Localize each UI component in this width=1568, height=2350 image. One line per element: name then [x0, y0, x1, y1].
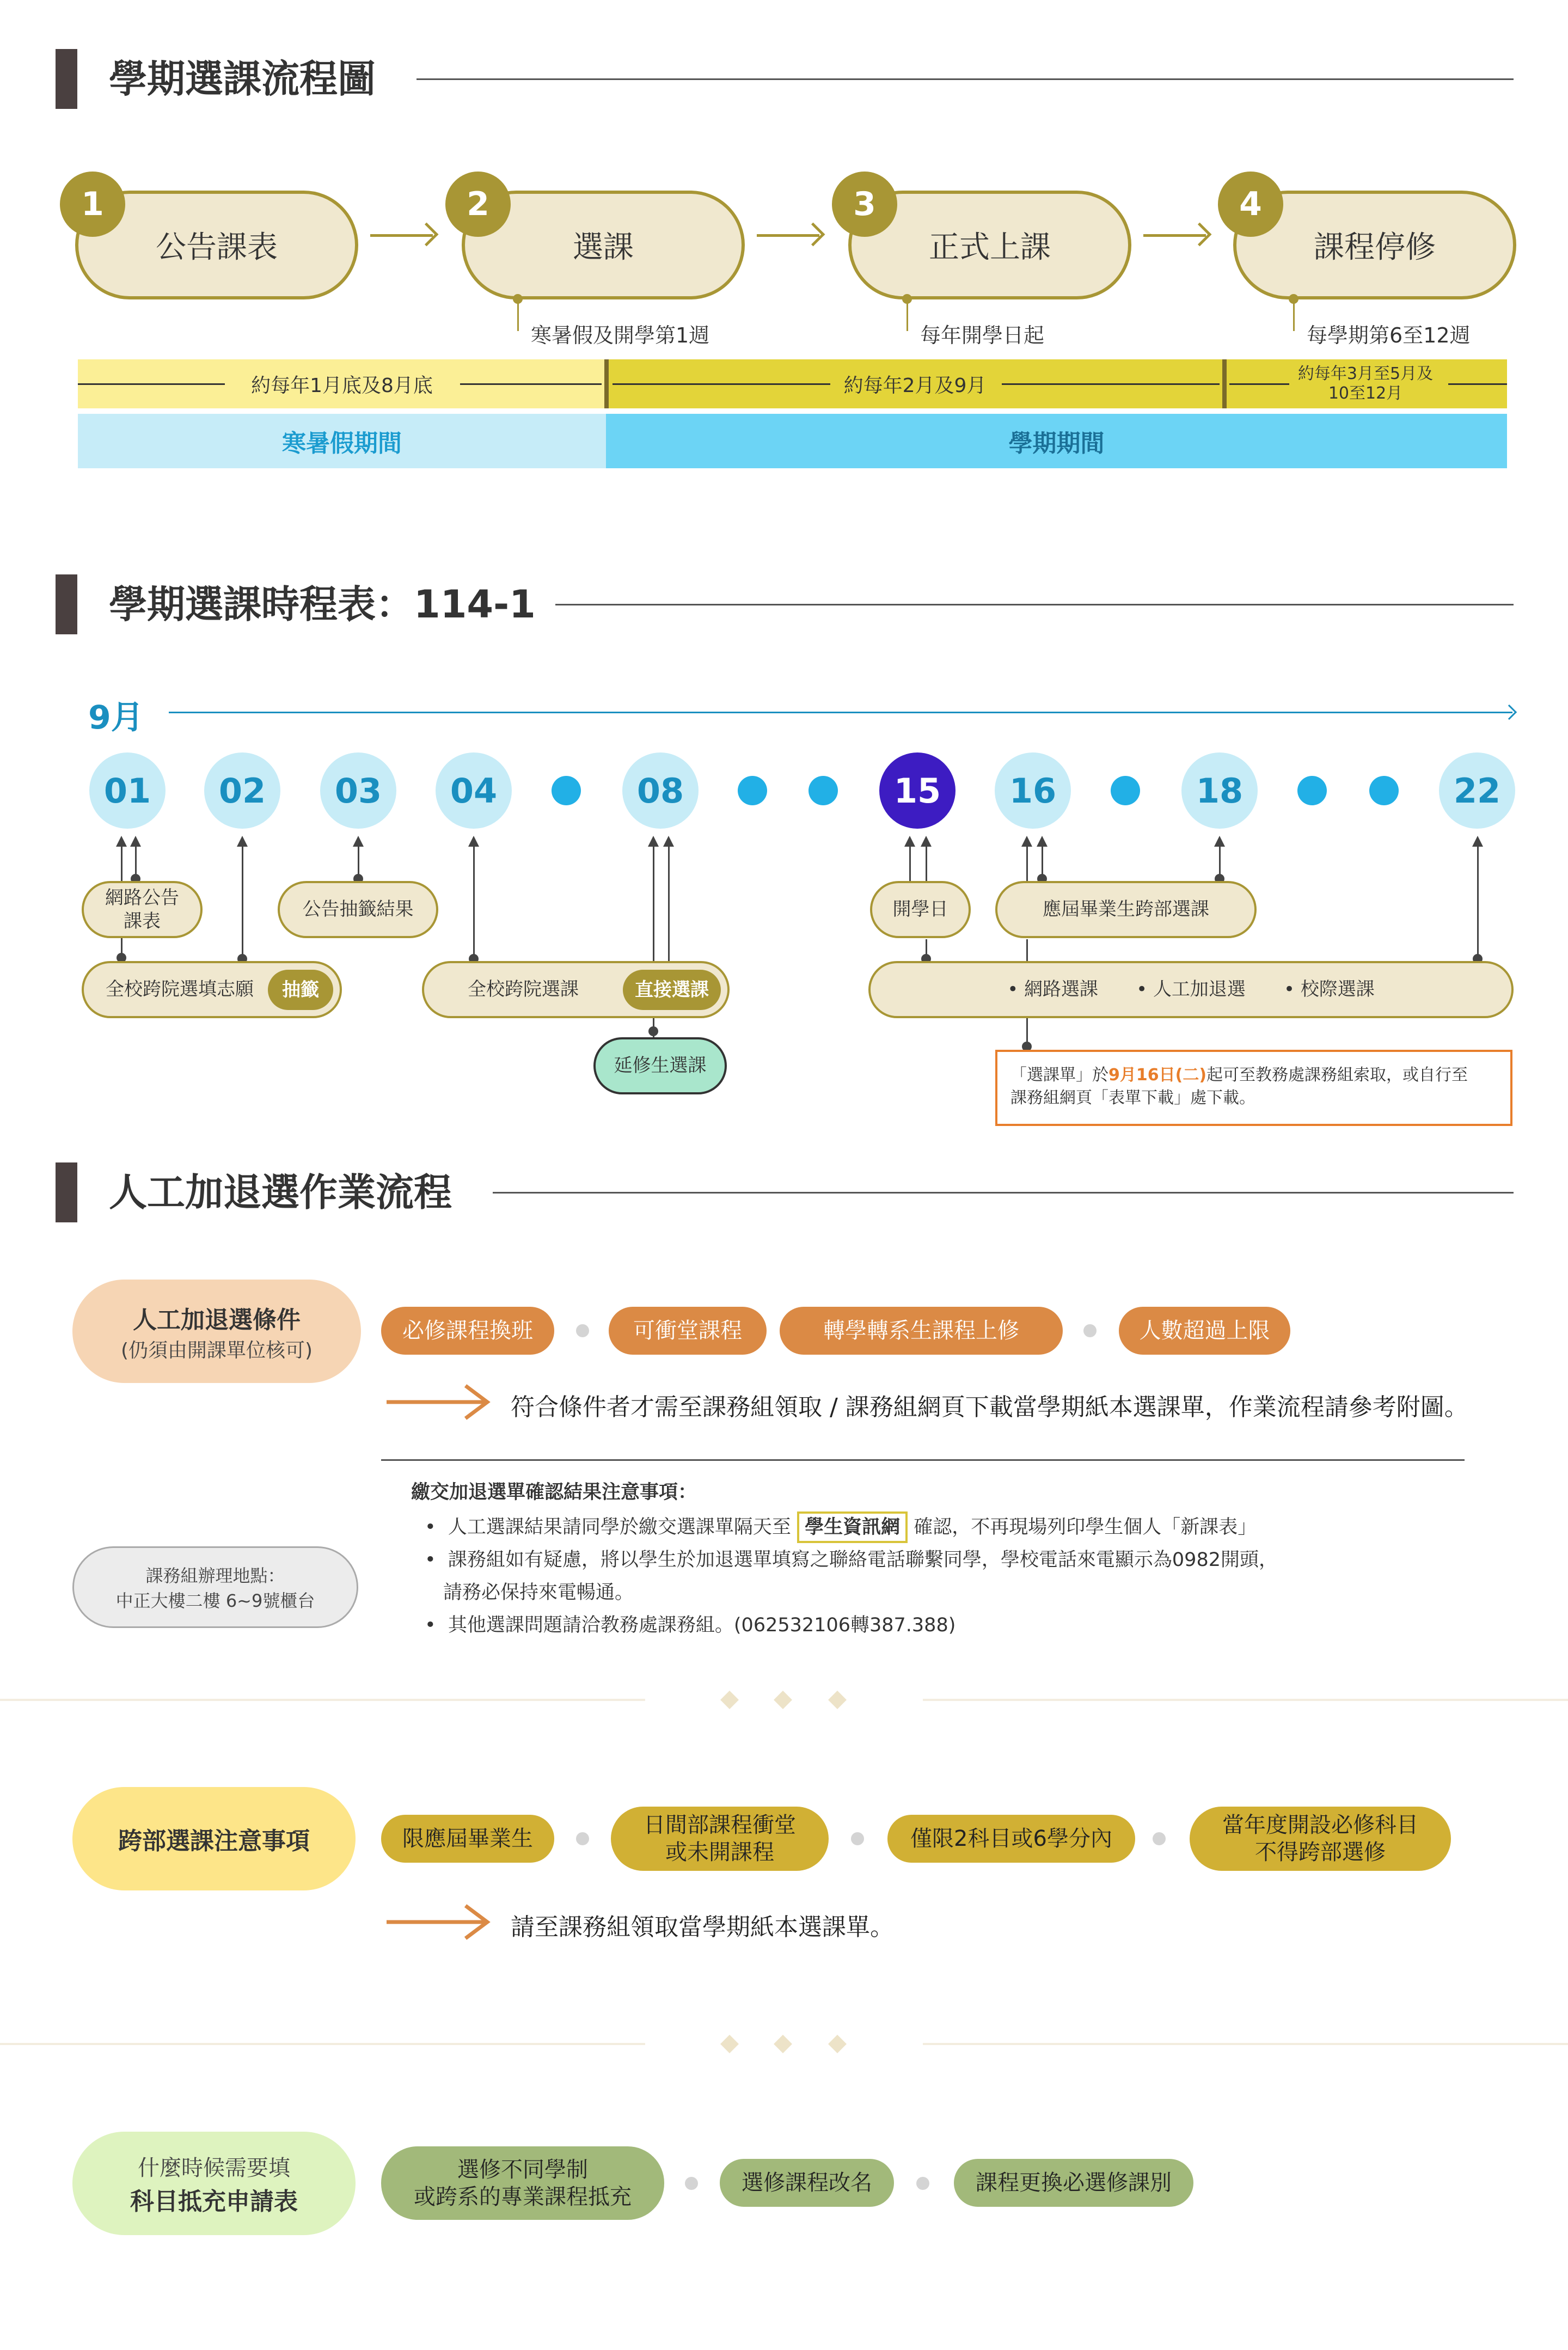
arrow-up-icon: [353, 836, 364, 847]
separator-dot: [576, 1832, 589, 1845]
event-first-day: [870, 881, 971, 938]
date-circle: 03: [320, 752, 396, 829]
separator-dot: [851, 1832, 864, 1845]
step-label: 正式上課: [929, 230, 1051, 265]
day-dot: [738, 776, 767, 805]
date-circle: 18: [1181, 752, 1258, 829]
section-divider: [493, 1192, 1514, 1194]
note-text: 其他選課問題請洽教務處課務組。(062532106轉387.388): [448, 1614, 956, 1636]
arrow-up-icon: [1472, 836, 1483, 847]
band-arrow-line: [78, 383, 225, 385]
item-label: 校際選課: [1300, 978, 1375, 1001]
band-arrow-line: [1229, 383, 1289, 385]
item-label: 人工加退選: [1153, 978, 1246, 1001]
notes-item-1: • 人工選課結果請同學於繳交選課單隔天至 學生資訊網 確認，不再現場列印學生個人「新課表」: [425, 1511, 1257, 1544]
separator-dot: [916, 2177, 929, 2190]
event-label: 開學日: [892, 898, 948, 921]
date-circle: 02: [204, 752, 280, 829]
condition-chip: 轉學轉系生課程上修: [780, 1307, 1063, 1355]
separator-dot: [1153, 1832, 1166, 1845]
arrow-right-icon: [757, 234, 819, 237]
ornament-diamond-icon: [774, 2035, 792, 2053]
section-marker: [56, 574, 77, 634]
arrow-right-icon: [370, 234, 433, 237]
ornament-diamond-icon: [774, 1691, 792, 1709]
cross-header-pill: [72, 1787, 356, 1890]
arrow-up-icon: [921, 836, 932, 847]
header-subtitle: 什麼時候需要填: [138, 2155, 290, 2181]
condition-chip: 可衝堂課程: [609, 1307, 767, 1355]
arrow-up-icon: [130, 836, 141, 847]
office-address: 中正大樓二樓 6~9號櫃台: [115, 1590, 315, 1611]
section-marker: [56, 49, 77, 109]
event-lottery-result: [278, 881, 438, 938]
event-wish-fill: [82, 961, 342, 1018]
step-number: 3: [832, 172, 897, 237]
band-arrow-line: [1002, 383, 1220, 385]
header-title: 人工加退選條件: [133, 1306, 301, 1334]
event-label: 全校跨院選課: [468, 978, 579, 1001]
date-circle: 01: [89, 752, 166, 829]
notice-text: 「選課單」於: [1010, 1066, 1108, 1085]
step-label: 公告課表: [156, 230, 278, 265]
event-cross-select: [422, 961, 730, 1018]
date-circle: 16: [995, 752, 1071, 829]
header-title: 科目抵充申請表: [130, 2187, 298, 2216]
event-extended: [593, 1037, 727, 1094]
band-arrow-line: [1448, 383, 1507, 385]
notes-item-3: • 其他選課問題請洽教務處課務組。(062532106轉387.388): [425, 1614, 956, 1636]
period-vacation: [78, 414, 606, 468]
notes-title: 繳交加退選單確認結果注意事項：: [411, 1482, 697, 1503]
separator-dot: [685, 2177, 698, 2190]
timeline-axis: [169, 712, 1512, 713]
connector-line: [242, 839, 243, 961]
date-circle: 08: [622, 752, 699, 829]
day-dot: [1111, 776, 1140, 805]
step-note: 每年開學日起: [920, 323, 1045, 347]
event-online-items: [868, 961, 1514, 1018]
note-text: 確認，不再現場列印學生個人「新課表」: [914, 1516, 1257, 1538]
event-label: 應屆畢業生跨部選課: [1043, 898, 1209, 921]
event-web-announce: [82, 881, 203, 938]
ornament-line: [923, 2043, 1568, 2045]
ornament-line: [0, 1699, 645, 1701]
item-label: 網路選課: [1024, 978, 1099, 1001]
event-label: 全校跨院選填志願: [106, 978, 254, 1001]
event-label: 網路公告 課表: [105, 887, 179, 932]
day-dot: [808, 776, 838, 805]
arrow-up-icon: [648, 836, 659, 847]
step-number: 4: [1218, 172, 1283, 237]
band-label: 約每年2月及9月: [843, 374, 987, 397]
notice-box: [995, 1050, 1512, 1126]
band-label: 約每年3月至5月及: [1297, 364, 1434, 383]
section-title-manual: 人工加退選作業流程: [109, 1170, 452, 1215]
day-dot: [552, 776, 581, 805]
event-grad-cross: [995, 881, 1257, 938]
section-divider: [555, 604, 1514, 605]
note-dot: [513, 294, 523, 304]
ornament-line: [0, 2043, 645, 2045]
arrow-right-icon: [384, 1900, 493, 1944]
section-title-schedule: 學期選課時程表：114-1: [109, 582, 536, 627]
band-label: 10至12月: [1328, 384, 1403, 403]
cross-condition-chip: 當年度開設必修科目 不得跨部選修: [1190, 1807, 1451, 1871]
manual-header-pill: [72, 1280, 361, 1383]
step-note: 寒暑假及開學第1週: [531, 323, 710, 347]
arrow-up-icon: [904, 836, 915, 847]
header-subtitle: (仍須由開課單位核可): [120, 1339, 313, 1362]
day-dot: [1297, 776, 1327, 805]
month-label: 9月: [88, 699, 144, 737]
note-dot: [902, 294, 912, 304]
arrow-up-icon: [1037, 836, 1048, 847]
notice-line2: 課務組網頁「表單下載」處下載。: [1010, 1088, 1255, 1107]
separator-dot: [1083, 1324, 1097, 1337]
band-arrow-line: [460, 383, 602, 385]
arrow-right-icon: [384, 1380, 493, 1424]
cross-instruction: 請至課務組領取當學期紙本選課單。: [511, 1913, 894, 1941]
arrow-right-icon: [1143, 234, 1206, 237]
credit-condition-chip: 課程更換必選修課別: [954, 2159, 1193, 2207]
arrow-up-icon: [468, 836, 479, 847]
office-location-pill: [72, 1546, 358, 1628]
ornament-diamond-icon: [720, 1691, 739, 1709]
timeline-arrow-icon: [1502, 705, 1517, 720]
section-divider: [416, 78, 1514, 80]
manual-instruction: 符合條件者才需至課務組領取 / 課務組網頁下載當學期紙本選課單，作業流程請參考附圖。: [511, 1393, 1468, 1421]
connector-line: [1026, 939, 1028, 964]
bullet-item: • 網路選課: [1007, 978, 1099, 1001]
date-circle: 22: [1439, 752, 1515, 829]
section-title-flow: 學期選課流程圖: [109, 57, 376, 101]
office-label: 課務組辦理地點：: [145, 1565, 285, 1586]
arrow-up-icon: [116, 836, 127, 847]
section-marker: [56, 1162, 77, 1222]
day-dot: [1369, 776, 1399, 805]
arrow-up-icon: [237, 836, 248, 847]
arrow-up-icon: [1214, 836, 1225, 847]
notes-divider: [381, 1459, 1465, 1461]
notice-line1: [1010, 1064, 1497, 1087]
note-text: 請務必保持來電暢通。: [443, 1582, 634, 1604]
notice-text: 起可至教務處課務組索取，或自行至: [1206, 1066, 1468, 1085]
connector-dot: [648, 1026, 658, 1036]
period-label: 寒暑假期間: [282, 430, 402, 457]
step-label: 選課: [573, 230, 634, 265]
band-arrow-line: [612, 383, 830, 385]
cross-condition-chip: 僅限2科目或6學分內: [887, 1815, 1135, 1863]
step-note: 每學期第6至12週: [1307, 323, 1471, 347]
step-number: 1: [60, 172, 125, 237]
date-circle: 04: [436, 752, 512, 829]
ornament-diamond-icon: [828, 1691, 847, 1709]
period-semester: [606, 414, 1507, 468]
band-divider: [604, 359, 609, 408]
credit-header-pill: [72, 2132, 356, 2235]
date-circle-highlight: 15: [879, 752, 955, 829]
event-label: 延修生選課: [614, 1055, 707, 1077]
lottery-tag: 抽籤: [268, 970, 333, 1010]
direct-select-tag: 直接選課: [623, 970, 721, 1010]
step-label: 課程停修: [1314, 230, 1436, 265]
band-label: 約每年1月底及8月底: [251, 374, 433, 397]
arrow-up-icon: [663, 836, 674, 847]
note-text: 人工選課結果請同學於繳交選課單隔天至: [448, 1516, 791, 1538]
arrow-up-icon: [1021, 836, 1032, 847]
period-label: 學期期間: [1008, 430, 1105, 457]
notice-date: 9月16日(二): [1108, 1066, 1207, 1085]
separator-dot: [576, 1324, 589, 1337]
note-dot: [1289, 294, 1298, 304]
ornament-diamond-icon: [828, 2035, 847, 2053]
connector-line: [668, 839, 670, 961]
ornament-line: [923, 1699, 1568, 1701]
event-label: 公告抽籤結果: [302, 898, 414, 921]
credit-condition-chip: 選修課程改名: [720, 2159, 894, 2207]
cross-condition-chip: 日間部課程衝堂 或未開課程: [611, 1807, 829, 1871]
band-divider: [1222, 359, 1227, 408]
ornament-diamond-icon: [720, 2035, 739, 2053]
step-number: 2: [445, 172, 511, 237]
notes-item-2: • 課務組如有疑慮，將以學生於加退選單填寫之聯絡電話聯繫同學，學校電話來電顯示為0982開頭， 請務必保持來電暢通。: [425, 1544, 1278, 1609]
student-portal-link: 學生資訊網: [797, 1511, 908, 1543]
connector-line: [473, 839, 475, 961]
bullet-item: • 人工加退選: [1136, 978, 1246, 1001]
cross-condition-chip: 限應屆畢業生: [381, 1815, 554, 1863]
credit-condition-chip: 選修不同學制 或跨系的專業課程抵充: [381, 2146, 664, 2220]
header-title: 跨部選課注意事項: [118, 1827, 310, 1855]
condition-chip: 必修課程換班: [381, 1307, 554, 1355]
connector-line: [1477, 839, 1479, 961]
note-text: 課務組如有疑慮，將以學生於加退選單填寫之聯絡電話聯繫同學，學校電話來電顯示為0982開頭，: [448, 1549, 1278, 1571]
connector-line: [653, 839, 654, 961]
condition-chip: 人數超過上限: [1119, 1307, 1290, 1355]
bullet-item: • 校際選課: [1283, 978, 1375, 1001]
